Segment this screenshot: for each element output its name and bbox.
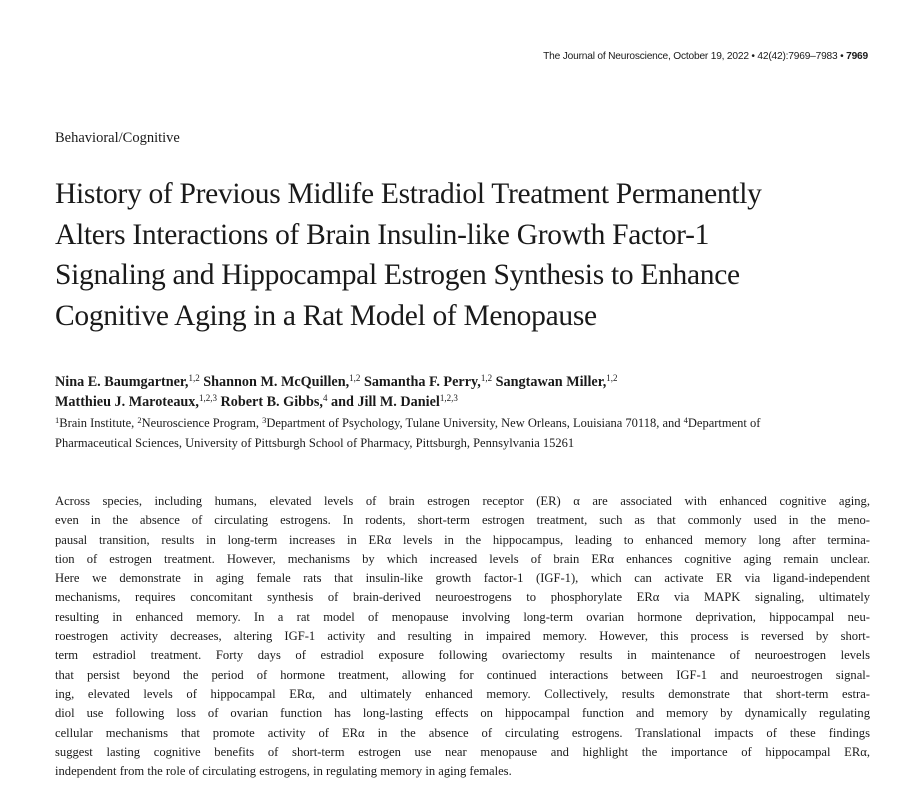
affiliation-number: 4 [683,415,688,425]
journal-citation: The Journal of Neuroscience, October 19, 2022 • 42(42):7969–7983 • [543,51,844,62]
author-line [55,392,875,412]
affiliations [55,413,875,453]
affiliation-text: Neuroscience Program, [141,416,259,430]
author-name: and Jill M. Daniel [331,394,440,410]
author-name: Nina E. Baumgartner, [55,374,189,390]
affiliation-line: Pharmaceutical Sciences, University of Pittsburgh School of Pharmacy, Pittsburgh, Pennsylvania 15261 [55,436,575,450]
affiliation-text: Department of [687,416,761,430]
author-line [55,372,875,392]
page-number: 7969 [846,51,868,62]
title-line: Alters Interactions of Brain Insulin-like Growth Factor-1 [55,218,710,251]
abstract-line: Across species, including humans, elevated levels of brain estrogen receptor (ER) α are associated with enhanced cognitive aging, [55,494,870,508]
abstract-line: Here we demonstrate in aging female rats that insulin-like growth factor-1 (IGF-1), which can activate ER via ligand-independent [55,571,870,586]
abstract-line: diol use following loss of ovarian function has long-lasting effects on hippocampal function and memory by dynamically regulating [55,706,870,721]
author-name: Robert B. Gibbs, [220,394,323,410]
title-line: Signaling and Hippocampal Estrogen Synthesis to Enhance [55,259,740,291]
abstract-line: that persist beyond the period of hormone treatment, allowing for continued interactions between IGF-1 and neuroestrogen signal- [55,667,870,682]
author-affiliation-marker: 1,2,3 [198,393,217,403]
author-affiliation-marker: 1,2 [606,373,618,383]
title-line: History of Previous Midlife Estradiol Treatment Permanently [55,178,762,210]
abstract-line: even in the absence of circulating estrogens. In rodents, short-term estrogen treatment, such as that commonly used in the meno- [55,513,870,528]
journal-header [543,51,868,62]
title-line: Cognitive Aging in a Rat Model of Menopause [55,299,597,332]
affiliation-number: 3 [262,415,267,425]
abstract-line: tion of estrogen treatment. However, mechanisms by which increased levels of brain ERα enhances cognitive aging remain unclear. [55,551,870,566]
author-name: Shannon M. McQuillen, [203,374,350,390]
abstract-line: ing, elevated levels of hippocampal ERα, and ultimately enhanced memory. Collectively, results demonstrate that short-term estra- [55,686,870,701]
author-affiliation-marker: 1,2 [188,373,200,383]
affiliation-number: 1 [55,415,60,425]
abstract-line: mechanisms, requires concomitant synthesis of brain-derived neuroestrogens to phosphorylate ERα via MAPK signaling, ultimately [55,590,870,605]
author-list [55,372,875,412]
affiliation-text: Department of Psychology, Tulane University, New Orleans, Louisiana 70118, and [266,416,681,430]
abstract-line: independent from the role of circulating estrogens, in regulating memory in aging females. [55,764,512,779]
affiliation-line [55,413,875,433]
affiliation-text: Brain Institute, [59,416,135,430]
author-name: Samantha F. Perry, [363,374,481,390]
abstract-line: resulting in enhanced memory. In a rat model of menopause involving long-term ovarian hormone deprivation, hippocampal neu- [55,609,870,624]
abstract-line: pausal transition, results in long-term increases in ERα levels in the hippocampus, leading to enhanced memory long after termina- [55,532,870,547]
section-label: Behavioral/Cognitive [55,130,180,146]
abstract-line: suggest lasting cognitive benefits of short-term estrogen use near menopause and highlight the importance of hippocampal ERα, [55,744,870,759]
abstract-line: cellular mechanisms that promote activity of ERα in the absence of circulating estrogens. Translational impacts of these findings [55,725,870,740]
author-affiliation-marker: 1,2 [480,373,493,383]
affiliation-number: 2 [137,415,142,425]
author-affiliation-marker: 4 [322,393,328,403]
author-affiliation-marker: 1,2,3 [439,393,458,403]
author-affiliation-marker: 1,2 [349,373,361,383]
article-title [55,174,885,336]
author-name: Matthieu J. Maroteaux, [55,394,199,410]
author-name: Sangtawan Miller, [495,374,607,390]
abstract [55,492,870,781]
abstract-line: roestrogen activity decreases, altering IGF-1 activity and resulting in impaired memory. However, this process is reversed by short- [55,629,870,644]
abstract-line: term estradiol treatment. Forty days of estradiol exposure following ovariectomy results in maintenance of neuroestrogen levels [55,648,870,663]
